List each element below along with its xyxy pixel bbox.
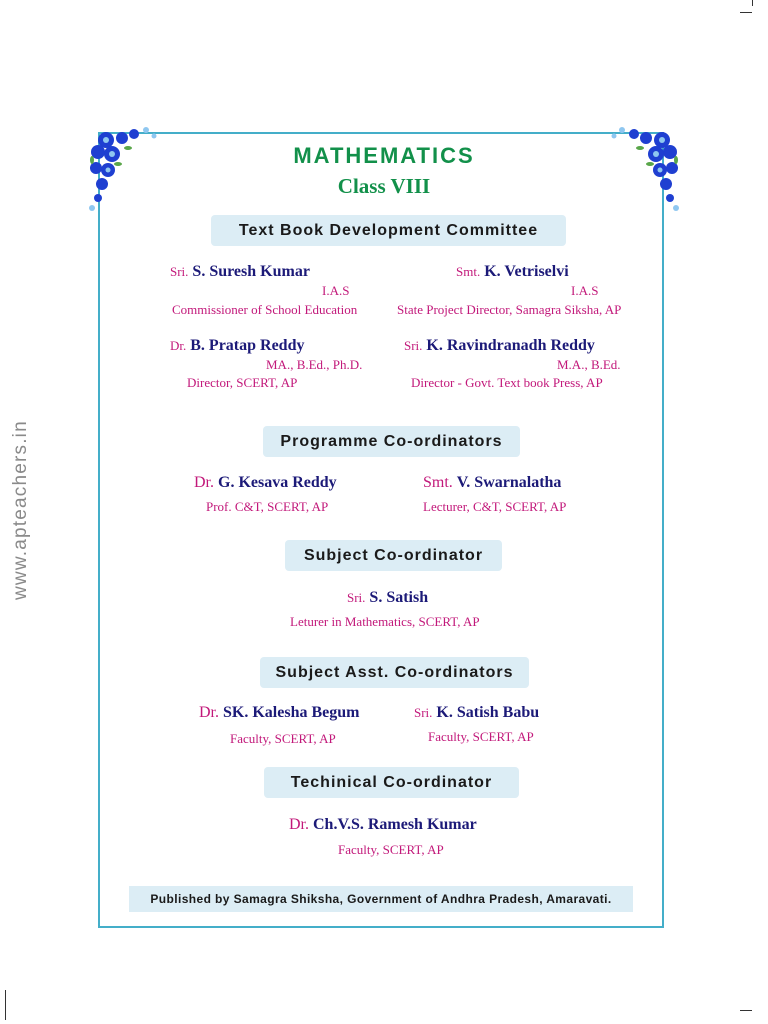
member-qualification: MA., B.Ed., Ph.D. [266,357,363,372]
section-subject-coordinator: Subject Co-ordinator [285,540,502,571]
member-qualification: I.A.S [571,283,599,298]
asst-coordinator-role: Faculty, SCERT, AP [428,729,534,744]
crop-mark [752,0,753,6]
member-role: Director - Govt. Text book Press, AP [411,375,603,390]
member-qualification: I.A.S [322,283,350,298]
committee-member-name: Sri. K. Ravindranadh Reddy [404,337,595,354]
crop-mark [5,990,6,1020]
crop-mark [740,12,752,13]
section-technical-coordinator: Techinical Co-ordinator [264,767,519,798]
publisher-footer: Published by Samagra Shiksha, Government of Andhra Pradesh, Amaravati. [129,886,633,912]
member-qualification: M.A., B.Ed. [557,357,621,372]
coordinator-role: Prof. C&T, SCERT, AP [206,499,329,514]
coordinator-role: Lecturer, C&T, SCERT, AP [423,499,567,514]
asst-coordinator-name: Sri. K. Satish Babu [414,704,540,721]
member-role: State Project Director, Samagra Siksha, AP [397,302,622,317]
committee-member-name: Dr. B. Pratap Reddy [170,337,305,354]
crop-mark [740,1010,752,1011]
asst-coordinator-role: Faculty, SCERT, AP [230,731,336,746]
section-programme-coordinators: Programme Co-ordinators [263,426,520,457]
coordinator-name: Dr. G. Kesava Reddy [194,474,337,491]
section-subject-asst-coordinators: Subject Asst. Co-ordinators [260,657,529,688]
technical-coordinator-name: Dr. Ch.V.S. Ramesh Kumar [289,816,477,833]
page-subtitle: Class VIII [337,174,431,198]
committee-member-name: Sri. S. Suresh Kumar [170,263,310,280]
watermark-url: www.apteachers.in [10,420,31,600]
technical-coordinator-role: Faculty, SCERT, AP [338,842,444,857]
page-frame [98,132,664,928]
member-role: Commissioner of School Education [172,302,358,317]
subject-coordinator-role: Leturer in Mathematics, SCERT, AP [290,614,480,629]
section-textbook-committee: Text Book Development Committee [211,215,566,246]
member-role: Director, SCERT, AP [187,375,298,390]
committee-member-name: Smt. K. Vetriselvi [456,263,569,280]
coordinator-name: Smt. V. Swarnalatha [423,474,562,491]
page-title: MATHEMATICS [293,143,475,168]
subject-coordinator-name: Sri. S. Satish [347,589,429,606]
asst-coordinator-name: Dr. SK. Kalesha Begum [199,704,360,721]
